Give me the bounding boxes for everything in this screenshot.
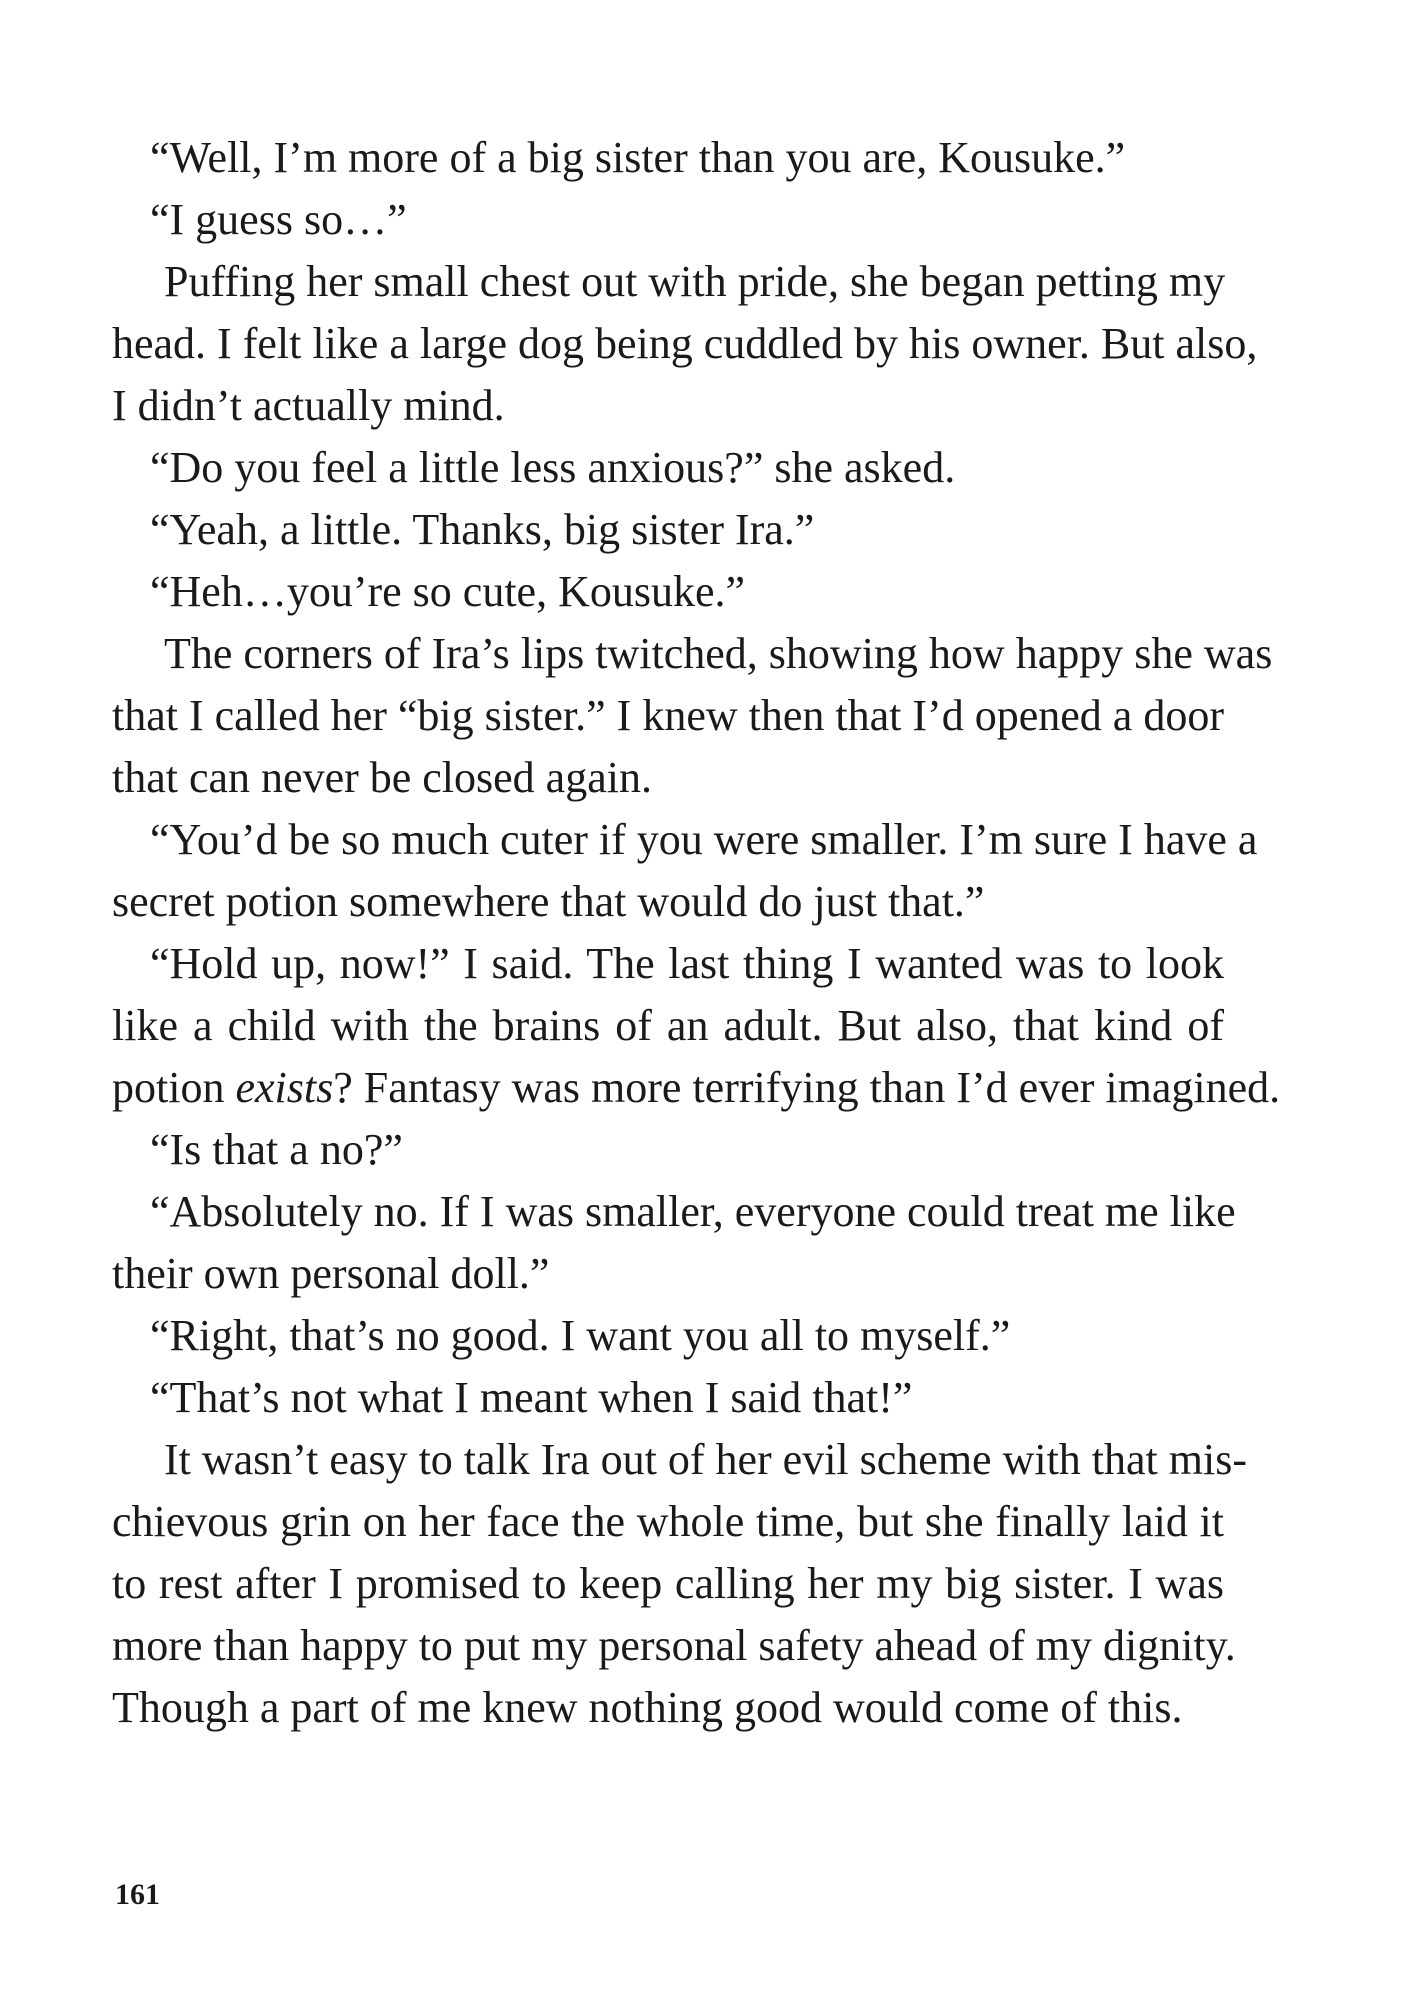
- text-line: “Yeah, a little. Thanks, big sister Ira.”: [150, 505, 815, 554]
- text-line: “I guess so…”: [150, 195, 407, 244]
- text-line: Though a part of me knew nothing good would come of this.: [112, 1683, 1183, 1732]
- text-line: The corners of Ira’s lips twitched, showing how happy she was: [164, 629, 1273, 678]
- text-line: “You’d be so much cuter if you were smaller. I’m sure I have a: [150, 815, 1258, 864]
- text-line: “Hold up, now!” I said. The last thing I wanted was to look: [150, 939, 1224, 988]
- text-line: “Heh…you’re so cute, Kousuke.”: [150, 567, 746, 616]
- text-line: to rest after I promised to keep calling her my big sister. I was: [112, 1559, 1224, 1608]
- text-line: “Is that a no?”: [150, 1125, 403, 1174]
- text-line: like a child with the brains of an adult. But also, that kind of: [112, 1001, 1224, 1050]
- text-line: secret potion somewhere that would do just that.”: [112, 877, 985, 926]
- text-line: “Well, I’m more of a big sister than you are, Kousuke.”: [150, 133, 1126, 182]
- text-line: head. I felt like a large dog being cuddled by his owner. But also,: [112, 319, 1258, 368]
- text-line: Puffing her small chest out with pride, she began petting my: [164, 257, 1226, 306]
- text-line: “Right, that’s no good. I want you all to myself.”: [150, 1311, 1011, 1360]
- text-line: that can never be closed again.: [112, 753, 652, 802]
- text-line: that I called her “big sister.” I knew then that I’d opened a door: [112, 691, 1224, 740]
- emphasis-text: exists: [235, 1063, 334, 1112]
- page-number: 161: [115, 1878, 160, 1911]
- text-line: more than happy to put my personal safety ahead of my dignity.: [112, 1621, 1236, 1670]
- text-line: I didn’t actually mind.: [112, 381, 505, 430]
- text-line: their own personal doll.”: [112, 1249, 550, 1298]
- text-line: “Absolutely no. If I was smaller, everyone could treat me like: [150, 1187, 1236, 1236]
- text-line: “Do you feel a little less anxious?” she asked.: [150, 443, 956, 492]
- text-line: It wasn’t easy to talk Ira out of her evil scheme with that mis-: [164, 1435, 1248, 1484]
- text-line: [112, 1063, 1281, 1112]
- text-line: chievous grin on her face the whole time, but she finally laid it: [112, 1497, 1224, 1546]
- text-segment: ? Fantasy was more terrifying than I’d ever imagined.: [333, 1063, 1281, 1112]
- text-line: “That’s not what I meant when I said that!”: [150, 1373, 913, 1422]
- text-segment: potion: [112, 1063, 236, 1112]
